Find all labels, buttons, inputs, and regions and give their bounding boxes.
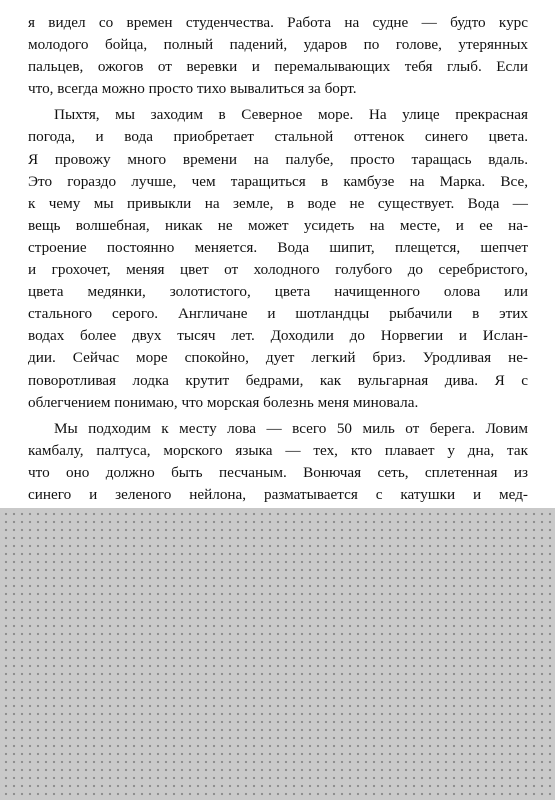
text-line: Мы подходим к месту лова — всего 50 миль от берега. Ловим [54,419,528,437]
paragraph [28,104,528,413]
paragraph [28,12,528,100]
text-line: что, всегда можно просто тихо вывалиться за борт. [28,80,357,98]
text-line: погода, и вода приобретает стальной оттенок синего цвета. [28,128,528,146]
text-line: цвета медянки, золотистого, цвета начищенного олова или [28,283,528,301]
text-line: Пыхтя, мы заходим в Северное море. На улице прекрасная [54,106,528,124]
text-line: стального серого. Англичане и шотландцы рыбачили в этих [28,305,528,323]
text-line: облегчением понимаю, что морская болезнь меня миновала. [28,393,419,411]
text-line: пальцев, ожогов от веревки и перемалывающих тебя глыб. Если [28,58,528,76]
text-line: Я провожу много времени на палубе, просто таращась вдаль. [28,150,528,168]
text-line: строение постоянно меняется. Вода шипит, плещется, шепчет [28,238,528,256]
text-line: Это гораздо лучше, чем таращиться в камбузе на Марка. Все, [28,172,528,190]
text-line: к чему мы привыкли на земле, в воде не существует. Вода — [28,194,528,212]
text-line: я видел со времен студенчества. Работа на судне — будто курс [28,14,528,31]
text-line: синего и зеленого нейлона, разматывается с катушки и мед- [28,485,528,503]
text-line: поворотливая лодка крутит бедрами, как вульгарная дива. Я с [28,371,528,389]
text-line: камбалу, палтуса, морского языка — тех, кто плавает у дна, так [28,441,528,459]
text-line: что оно должно быть песчаным. Вонючая сеть, сплетенная из [28,463,528,481]
text-line: вещь волшебная, никак не может усидеть на месте, и ее на- [28,216,528,234]
text-line: и грохочет, меняя цвет от холодного голубого до серебристого, [28,261,528,279]
text-line: водах более двух тысяч лет. Доходили до Норвегии и Ислан- [28,327,528,345]
text-line: дии. Сейчас море спокойно, дует легкий бриз. Уродливая не- [28,349,528,367]
preview-mask [0,508,555,800]
text-line: молодого бойца, полный падений, ударов по голове, утерянных [28,36,528,54]
body-text [28,12,528,532]
